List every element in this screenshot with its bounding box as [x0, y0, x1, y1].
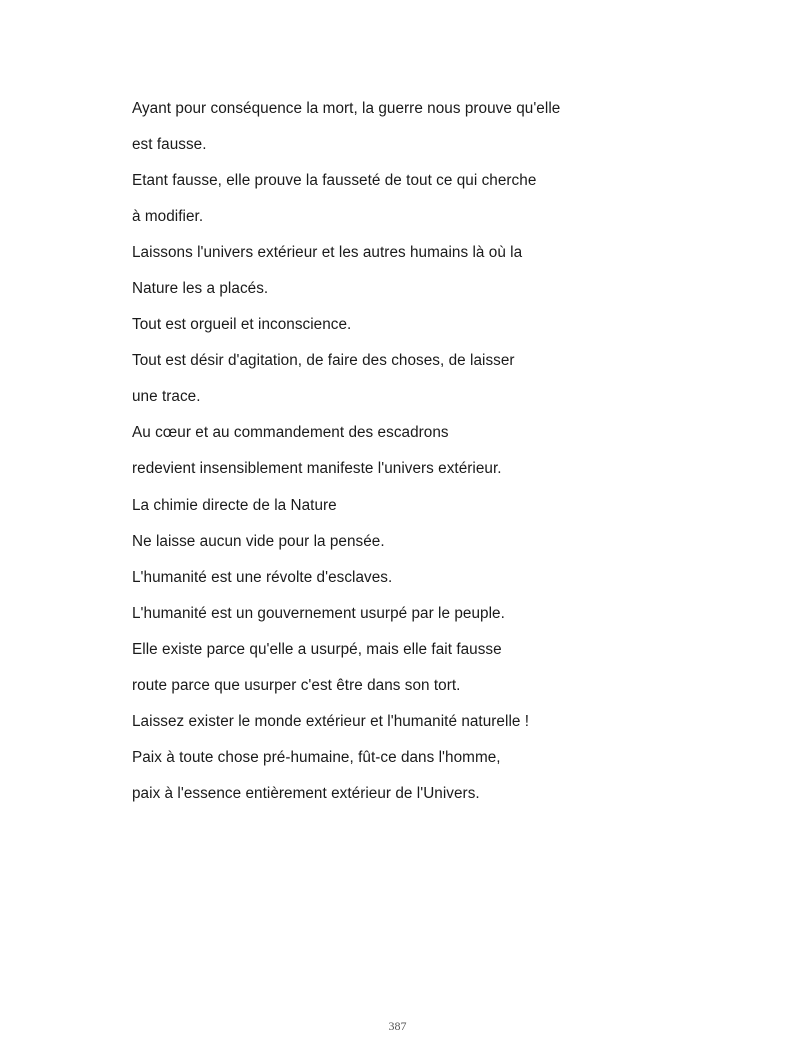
- poem-line: paix à l'essence entièrement extérieur de l'Univers.: [132, 784, 480, 802]
- poem-line: redevient insensiblement manifeste l'univers extérieur.: [132, 460, 502, 478]
- poem-line: L'humanité est une révolte d'esclaves.: [132, 568, 393, 586]
- poem-line: Tout est désir d'agitation, de faire des choses, de laisser: [132, 352, 515, 370]
- poem-line: Laissons l'univers extérieur et les autres humains là où la: [132, 244, 523, 262]
- poem-line: Nature les a placés.: [132, 280, 269, 298]
- poem-line: à modifier.: [132, 208, 204, 226]
- poem-line: Elle existe parce qu'elle a usurpé, mais elle fait fausse: [132, 640, 502, 658]
- poem-line: Ayant pour conséquence la mort, la guerre nous prouve qu'elle: [132, 100, 561, 117]
- page-number: 387: [388, 1019, 407, 1033]
- poem-line: Laissez exister le monde extérieur et l'humanité naturelle !: [132, 712, 530, 730]
- poem-line: L'humanité est un gouvernement usurpé par le peuple.: [132, 604, 505, 622]
- poem-line: une trace.: [132, 388, 201, 406]
- poem-line: La chimie directe de la Nature: [132, 496, 337, 514]
- poem-text: [132, 98, 752, 819]
- poem-line: Etant fausse, elle prouve la fausseté de tout ce qui cherche: [132, 172, 537, 190]
- poem-line: Au cœur et au commandement des escadrons: [132, 424, 449, 442]
- poem-line: route parce que usurper c'est être dans son tort.: [132, 676, 461, 694]
- poem-line: Ne laisse aucun vide pour la pensée.: [132, 532, 385, 550]
- poem-line: est fausse.: [132, 136, 207, 154]
- poem-line: Paix à toute chose pré-humaine, fût-ce dans l'homme,: [132, 748, 501, 766]
- poem-line: Tout est orgueil et inconscience.: [132, 316, 352, 334]
